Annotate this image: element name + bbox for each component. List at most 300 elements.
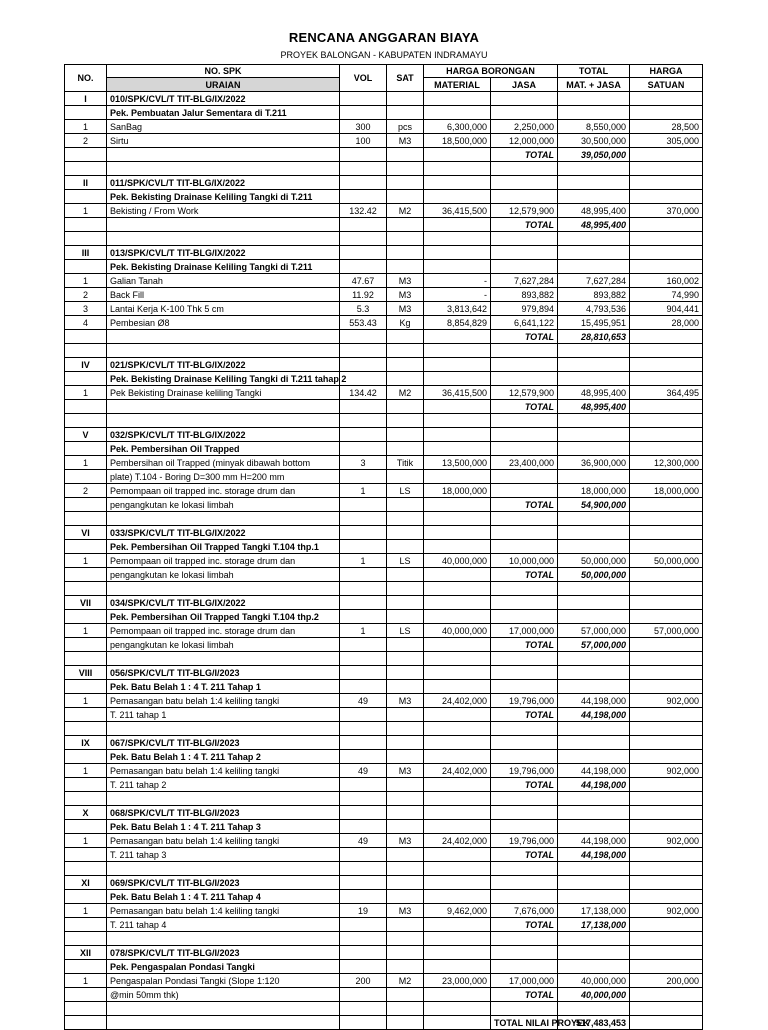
empty-cell <box>387 358 424 372</box>
empty-cell <box>558 512 630 526</box>
empty-cell <box>65 582 107 596</box>
section-total-label: TOTAL <box>491 400 558 414</box>
empty-cell <box>491 176 558 190</box>
empty-cell <box>65 610 107 624</box>
empty-cell <box>65 988 107 1002</box>
section-desc-row <box>65 820 703 834</box>
empty-cell <box>491 232 558 246</box>
section-spk-number: 010/SPK/CVL/T TIT-BLG/IX/2022 <box>107 92 340 106</box>
section-spk-row <box>65 176 703 190</box>
empty-cell <box>387 666 424 680</box>
empty-cell <box>424 176 491 190</box>
empty-cell <box>630 806 703 820</box>
empty-cell <box>424 806 491 820</box>
item-total: 57,000,000 <box>558 624 630 638</box>
empty-cell <box>630 722 703 736</box>
item-vol <box>340 470 387 484</box>
empty-cell <box>387 442 424 456</box>
section-spk-number: 032/SPK/CVL/T TIT-BLG/IX/2022 <box>107 428 340 442</box>
empty-cell <box>107 1002 340 1016</box>
table-row <box>65 470 703 484</box>
item-vol: 200 <box>340 974 387 988</box>
empty-cell <box>340 442 387 456</box>
item-jasa: 2,250,000 <box>491 120 558 134</box>
empty-cell <box>340 190 387 204</box>
item-material: - <box>424 274 491 288</box>
item-sat <box>387 470 424 484</box>
section-description: Pek. Bekisting Drainase Keliling Tangki di T.211 <box>107 190 340 204</box>
total-row-description: T. 211 tahap 2 <box>107 778 340 792</box>
empty-cell <box>630 148 703 162</box>
section-spk-number: 034/SPK/CVL/T TIT-BLG/IX/2022 <box>107 596 340 610</box>
section-description: Pek. Pembersihan Oil Trapped Tangki T.104 thp.2 <box>107 610 340 624</box>
table-row <box>65 694 703 708</box>
empty-cell <box>558 344 630 358</box>
empty-cell <box>558 890 630 904</box>
empty-cell <box>387 736 424 750</box>
empty-cell <box>340 666 387 680</box>
item-uraian: plate) T.104 - Boring D=300 mm H=200 mm <box>107 470 340 484</box>
empty-cell <box>558 960 630 974</box>
document-title: RENCANA ANGGARAN BIAYA <box>288 30 480 45</box>
spacer-row <box>65 162 703 176</box>
empty-cell <box>340 498 387 512</box>
section-spk-row <box>65 92 703 106</box>
empty-cell <box>107 862 340 876</box>
item-no: 1 <box>65 120 107 134</box>
item-uraian: SanBag <box>107 120 340 134</box>
empty-cell <box>491 666 558 680</box>
empty-cell <box>65 148 107 162</box>
empty-cell <box>107 344 340 358</box>
section-spk-row <box>65 666 703 680</box>
item-total: 48,995,400 <box>558 386 630 400</box>
empty-cell <box>630 960 703 974</box>
item-uraian: Pengaspalan Pondasi Tangki (Slope 1:120 <box>107 974 340 988</box>
empty-cell <box>558 750 630 764</box>
item-jasa: 19,796,000 <box>491 764 558 778</box>
empty-cell <box>558 162 630 176</box>
empty-cell <box>65 400 107 414</box>
section-spk-row <box>65 806 703 820</box>
spacer-row <box>65 344 703 358</box>
item-material: 6,300,000 <box>424 120 491 134</box>
empty-cell <box>65 330 107 344</box>
item-total: 44,198,000 <box>558 764 630 778</box>
item-vol: 49 <box>340 694 387 708</box>
item-vol: 553.43 <box>340 316 387 330</box>
table-footer <box>65 1016 703 1030</box>
col-header-uraian: URAIAN <box>107 78 340 92</box>
empty-cell <box>558 442 630 456</box>
empty-cell <box>630 400 703 414</box>
section-desc-row <box>65 260 703 274</box>
empty-cell <box>340 876 387 890</box>
item-uraian: Galian Tanah <box>107 274 340 288</box>
empty-cell <box>491 344 558 358</box>
empty-cell <box>491 946 558 960</box>
section-number: IV <box>65 358 107 372</box>
item-harga-satuan <box>630 470 703 484</box>
total-row-description <box>107 218 340 232</box>
section-total-value: 40,000,000 <box>558 988 630 1002</box>
empty-cell <box>340 162 387 176</box>
item-sat: M3 <box>387 904 424 918</box>
item-material: 23,000,000 <box>424 974 491 988</box>
item-sat: M3 <box>387 694 424 708</box>
empty-cell <box>491 358 558 372</box>
empty-cell <box>107 722 340 736</box>
empty-cell <box>424 568 491 582</box>
item-no: 2 <box>65 134 107 148</box>
item-sat: pcs <box>387 120 424 134</box>
empty-cell <box>630 792 703 806</box>
item-material: 24,402,000 <box>424 694 491 708</box>
empty-cell <box>65 680 107 694</box>
empty-cell <box>340 778 387 792</box>
empty-cell <box>491 890 558 904</box>
item-total: 4,793,536 <box>558 302 630 316</box>
empty-cell <box>630 176 703 190</box>
item-sat: M2 <box>387 204 424 218</box>
item-vol: 19 <box>340 904 387 918</box>
total-row-description: pengangkutan ke lokasi limbah <box>107 638 340 652</box>
spacer-row <box>65 414 703 428</box>
item-harga-satuan: 200,000 <box>630 974 703 988</box>
section-spk-row <box>65 736 703 750</box>
section-total-row <box>65 778 703 792</box>
empty-cell <box>630 92 703 106</box>
empty-cell <box>630 652 703 666</box>
empty-cell <box>387 414 424 428</box>
item-material: 40,000,000 <box>424 554 491 568</box>
total-row-description: T. 211 tahap 3 <box>107 848 340 862</box>
table-body <box>65 92 703 1016</box>
empty-cell <box>558 92 630 106</box>
empty-cell <box>387 862 424 876</box>
item-material: 18,000,000 <box>424 484 491 498</box>
table-row <box>65 120 703 134</box>
item-vol: 47.67 <box>340 274 387 288</box>
empty-cell <box>387 218 424 232</box>
item-jasa: 12,000,000 <box>491 134 558 148</box>
item-harga-satuan: 305,000 <box>630 134 703 148</box>
empty-cell <box>630 876 703 890</box>
section-number: IX <box>65 736 107 750</box>
item-vol: 49 <box>340 834 387 848</box>
empty-cell <box>424 988 491 1002</box>
empty-cell <box>491 372 558 386</box>
section-number: VI <box>65 526 107 540</box>
empty-cell <box>65 232 107 246</box>
empty-cell <box>424 526 491 540</box>
grand-total-row <box>65 1016 703 1030</box>
section-total-label: TOTAL <box>491 848 558 862</box>
item-jasa <box>491 470 558 484</box>
empty-cell <box>630 344 703 358</box>
empty-cell <box>340 960 387 974</box>
empty-cell <box>340 932 387 946</box>
empty-cell <box>630 232 703 246</box>
empty-cell <box>340 358 387 372</box>
item-material: 13,500,000 <box>424 456 491 470</box>
item-harga-satuan: 12,300,000 <box>630 456 703 470</box>
empty-cell <box>630 1002 703 1016</box>
empty-cell <box>424 722 491 736</box>
section-description: Pek. Batu Belah 1 : 4 T. 211 Tahap 4 <box>107 890 340 904</box>
empty-cell <box>491 246 558 260</box>
table-row <box>65 456 703 470</box>
col-header-total: TOTAL <box>558 65 630 78</box>
empty-cell <box>340 862 387 876</box>
empty-cell <box>424 344 491 358</box>
item-jasa: 6,641,122 <box>491 316 558 330</box>
table-row <box>65 624 703 638</box>
section-number: II <box>65 176 107 190</box>
empty-cell <box>424 330 491 344</box>
item-jasa <box>491 484 558 498</box>
section-spk-row <box>65 358 703 372</box>
empty-cell <box>340 428 387 442</box>
empty-cell <box>424 162 491 176</box>
empty-cell <box>491 736 558 750</box>
empty-cell <box>340 260 387 274</box>
empty-cell <box>424 232 491 246</box>
item-harga-satuan: 57,000,000 <box>630 624 703 638</box>
empty-cell <box>491 820 558 834</box>
empty-cell <box>65 568 107 582</box>
table-row <box>65 204 703 218</box>
empty-cell <box>340 750 387 764</box>
item-no: 1 <box>65 624 107 638</box>
empty-cell <box>491 806 558 820</box>
empty-cell <box>491 960 558 974</box>
empty-cell <box>558 876 630 890</box>
empty-cell <box>630 638 703 652</box>
section-total-value: 44,198,000 <box>558 778 630 792</box>
total-row-description: pengangkutan ke lokasi limbah <box>107 568 340 582</box>
section-number: V <box>65 428 107 442</box>
empty-cell <box>630 540 703 554</box>
item-total: 15,495,951 <box>558 316 630 330</box>
empty-cell <box>340 218 387 232</box>
empty-cell <box>558 372 630 386</box>
empty-cell <box>340 652 387 666</box>
table-row <box>65 386 703 400</box>
empty-cell <box>558 932 630 946</box>
item-material: 24,402,000 <box>424 834 491 848</box>
empty-cell <box>558 596 630 610</box>
empty-cell <box>387 876 424 890</box>
item-material: 24,402,000 <box>424 764 491 778</box>
section-total-value: 54,900,000 <box>558 498 630 512</box>
empty-cell <box>424 820 491 834</box>
section-spk-row <box>65 946 703 960</box>
empty-cell <box>491 610 558 624</box>
empty-cell <box>340 596 387 610</box>
empty-cell <box>630 862 703 876</box>
empty-cell <box>558 190 630 204</box>
spacer-row <box>65 652 703 666</box>
item-sat: M3 <box>387 288 424 302</box>
empty-cell <box>558 358 630 372</box>
item-vol: 300 <box>340 120 387 134</box>
empty-cell <box>558 736 630 750</box>
empty-cell <box>558 428 630 442</box>
empty-cell <box>65 498 107 512</box>
item-total: 44,198,000 <box>558 834 630 848</box>
empty-cell <box>65 106 107 120</box>
empty-cell <box>340 806 387 820</box>
empty-cell <box>491 428 558 442</box>
section-spk-row <box>65 246 703 260</box>
empty-cell <box>491 442 558 456</box>
empty-cell <box>340 414 387 428</box>
item-harga-satuan: 902,000 <box>630 834 703 848</box>
section-description: Pek. Pembuatan Jalur Sementara di T.211 <box>107 106 340 120</box>
empty-cell <box>491 876 558 890</box>
section-total-value: 50,000,000 <box>558 568 630 582</box>
empty-cell <box>491 1002 558 1016</box>
item-harga-satuan: 902,000 <box>630 904 703 918</box>
empty-cell <box>630 372 703 386</box>
empty-cell <box>630 708 703 722</box>
empty-cell <box>387 806 424 820</box>
empty-cell <box>65 960 107 974</box>
item-vol: 11.92 <box>340 288 387 302</box>
item-sat: M3 <box>387 134 424 148</box>
item-material: 36,415,500 <box>424 386 491 400</box>
section-total-row <box>65 400 703 414</box>
item-jasa: 7,627,284 <box>491 274 558 288</box>
empty-cell <box>340 344 387 358</box>
item-harga-satuan: 50,000,000 <box>630 554 703 568</box>
section-total-row <box>65 148 703 162</box>
empty-cell <box>424 960 491 974</box>
section-total-value: 48,995,400 <box>558 218 630 232</box>
section-total-row <box>65 330 703 344</box>
section-spk-number: 068/SPK/CVL/T TIT-BLG/I/2023 <box>107 806 340 820</box>
empty-cell <box>630 988 703 1002</box>
empty-cell <box>387 596 424 610</box>
empty-cell <box>387 988 424 1002</box>
section-total-value: 39,050,000 <box>558 148 630 162</box>
empty-cell <box>491 792 558 806</box>
item-sat: LS <box>387 484 424 498</box>
empty-cell <box>424 792 491 806</box>
item-material: 3,813,642 <box>424 302 491 316</box>
section-description: Pek. Pembersihan Oil Trapped <box>107 442 340 456</box>
empty-cell <box>107 162 340 176</box>
empty-cell <box>558 666 630 680</box>
empty-cell <box>387 540 424 554</box>
section-description: Pek. Batu Belah 1 : 4 T. 211 Tahap 2 <box>107 750 340 764</box>
empty-cell <box>424 498 491 512</box>
empty-cell <box>65 932 107 946</box>
section-desc-row <box>65 190 703 204</box>
empty-cell <box>424 246 491 260</box>
budget-table <box>64 64 703 1030</box>
section-desc-row <box>65 680 703 694</box>
item-no: 2 <box>65 484 107 498</box>
empty-cell <box>630 246 703 260</box>
item-no: 3 <box>65 302 107 316</box>
item-harga-satuan: 28,500 <box>630 120 703 134</box>
empty-cell <box>424 218 491 232</box>
spacer-row <box>65 232 703 246</box>
empty-cell <box>107 792 340 806</box>
empty-cell <box>107 512 340 526</box>
empty-cell <box>630 568 703 582</box>
empty-cell <box>340 722 387 736</box>
spacer-row <box>65 1002 703 1016</box>
item-sat: LS <box>387 554 424 568</box>
item-total: 40,000,000 <box>558 974 630 988</box>
empty-cell <box>491 106 558 120</box>
section-total-label: TOTAL <box>491 918 558 932</box>
item-uraian: Lantai Kerja K-100 Thk 5 cm <box>107 302 340 316</box>
col-header-no-spk: NO. SPK <box>107 65 340 78</box>
item-sat: M3 <box>387 274 424 288</box>
table-row <box>65 764 703 778</box>
item-total: 48,995,400 <box>558 204 630 218</box>
empty-cell <box>387 190 424 204</box>
spacer-row <box>65 512 703 526</box>
empty-cell <box>65 260 107 274</box>
empty-cell <box>558 652 630 666</box>
empty-cell <box>491 512 558 526</box>
spacer-row <box>65 792 703 806</box>
empty-cell <box>491 190 558 204</box>
empty-cell <box>558 526 630 540</box>
empty-cell <box>340 680 387 694</box>
empty-cell <box>340 232 387 246</box>
col-header-total-sub: MAT. + JASA <box>558 78 630 92</box>
section-total-row <box>65 498 703 512</box>
empty-cell <box>630 162 703 176</box>
section-desc-row <box>65 106 703 120</box>
empty-cell <box>340 246 387 260</box>
item-total: 50,000,000 <box>558 554 630 568</box>
section-spk-number: 078/SPK/CVL/T TIT-BLG/I/2023 <box>107 946 340 960</box>
spacer-row <box>65 862 703 876</box>
item-jasa: 10,000,000 <box>491 554 558 568</box>
item-harga-satuan: 370,000 <box>630 204 703 218</box>
item-harga-satuan: 18,000,000 <box>630 484 703 498</box>
item-vol: 132.42 <box>340 204 387 218</box>
empty-cell <box>387 652 424 666</box>
item-no: 4 <box>65 316 107 330</box>
empty-cell <box>65 750 107 764</box>
section-number: III <box>65 246 107 260</box>
section-total-label: TOTAL <box>491 148 558 162</box>
empty-cell <box>424 848 491 862</box>
section-number: VII <box>65 596 107 610</box>
empty-cell <box>630 330 703 344</box>
empty-cell <box>558 414 630 428</box>
item-no: 1 <box>65 834 107 848</box>
item-material: 36,415,500 <box>424 204 491 218</box>
empty-cell <box>424 750 491 764</box>
section-total-row <box>65 918 703 932</box>
section-spk-number: 013/SPK/CVL/T TIT-BLG/IX/2022 <box>107 246 340 260</box>
item-uraian: Bekisting / From Work <box>107 204 340 218</box>
col-header-satuan: SATUAN <box>630 78 703 92</box>
section-spk-number: 011/SPK/CVL/T TIT-BLG/IX/2022 <box>107 176 340 190</box>
empty-cell <box>387 708 424 722</box>
empty-cell <box>107 932 340 946</box>
col-header-jasa: JASA <box>491 78 558 92</box>
